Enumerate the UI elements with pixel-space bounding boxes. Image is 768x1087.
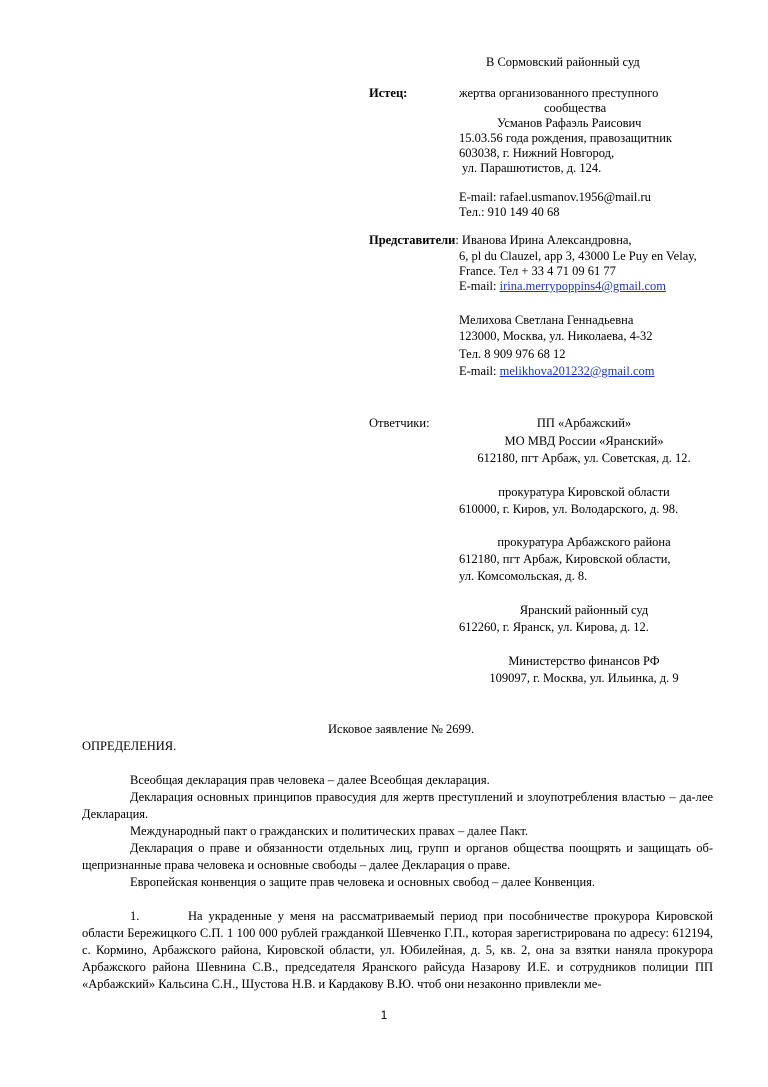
rep2-phone: Тел. 8 909 976 68 12 xyxy=(459,347,566,361)
plaintiff-email: E-mail: rafael.usmanov.1956@mail.ru xyxy=(459,190,651,204)
definition-5: Европейская конвенция о защите прав человека и основных свобод – далее Конвенция. xyxy=(130,875,596,889)
plaintiff-name: Усманов Рафаэль Раисович xyxy=(497,116,642,130)
page-number: 1 xyxy=(380,1008,388,1022)
plaintiff-line2: сообщества xyxy=(544,101,607,115)
plaintiff-street: ул. Парашютистов, д. 124. xyxy=(462,161,602,175)
rep1-email-link[interactable]: irina.merrypoppins4@gmail.com xyxy=(499,279,666,293)
rep1-email-line xyxy=(459,278,666,295)
rep1-phone: France. Тел + 33 4 71 09 61 77 xyxy=(459,264,616,278)
paragraph-1-number: 1. xyxy=(130,909,140,923)
paragraph-1: На украденные у меня на рассматриваемый период при пособничестве прокурора Кировской области Бережицкого С.П. 1 100 000 рублей гражданкой Шевченко Г.П., которая зарегистрирована по адресу: 612194, с. Кормино, Арбажского района, Кировской области, ул. Юбилейная, д. 5, кв. 2, она за взятки наняла прокурора Арбажского района Шевнина С.В., председателя Яранского райсуда Назарову И.Е. и сотрудников полиции ПП «Арбажский» Кальсина С.Н., Шустова Н.В. и Кардакову В.Ю. чтоб они незаконно привлекли ме- xyxy=(82,909,713,991)
definition-3: Международный пакт о гражданских и политических правах – далее Пакт. xyxy=(130,824,528,838)
definition-2: Декларация основных принципов правосудия для жертв преступлений и злоупотребления властью – да-лее Декларация. xyxy=(82,790,713,821)
definitions-heading: ОПРЕДЕЛЕНИЯ. xyxy=(82,739,177,753)
defendant3-line3: ул. Комсомольская, д. 8. xyxy=(459,569,588,583)
definition-1: Всеобщая декларация прав человека – далее Всеобщая декларация. xyxy=(130,773,490,787)
definition-4: Декларация о праве и обязанности отдельных лиц, групп и органов общества поощрять и защищать об-щепризнанные права человека и основные свободы – далее Декларация о праве. xyxy=(82,841,713,872)
plaintiff-city: 603038, г. Нижний Новгород, xyxy=(459,146,615,160)
defendant4-line2: 612260, г. Яранск, ул. Кирова, д. 12. xyxy=(459,620,649,634)
defendant1-line1: ПП «Арбажский» xyxy=(536,416,632,430)
plaintiff-label: Истец: xyxy=(369,86,408,100)
rep2-email-line xyxy=(459,363,655,380)
defendants-label: Ответчики: xyxy=(369,416,430,430)
defendant4-line1: Яранский районный суд xyxy=(519,603,649,617)
defendant1-line3: 612180, пгт Арбаж, ул. Советская, д. 12. xyxy=(477,451,691,465)
plaintiff-birth: 15.03.56 года рождения, правозащитник xyxy=(459,131,672,145)
defendant3-line1: прокуратура Арбажского района xyxy=(497,535,671,549)
plaintiff-phone: Тел.: 910 149 40 68 xyxy=(459,205,560,219)
rep1-address: 6, pl du Clauzel, app 3, 43000 Le Puy en Velay, xyxy=(459,249,697,263)
defendant3-line2: 612180, пгт Арбаж, Кировской области, xyxy=(459,552,671,566)
rep1-email-label: E-mail: xyxy=(459,279,500,293)
defendant5-line2: 109097, г. Москва, ул. Ильинка, д. 9 xyxy=(489,671,679,685)
defendant5-line1: Министерство финансов РФ xyxy=(508,654,660,668)
rep2-email-label: E-mail: xyxy=(459,364,500,378)
rep2-address: 123000, Москва, ул. Николаева, 4-32 xyxy=(459,329,653,343)
court-name: В Сормовский районный суд xyxy=(486,55,640,69)
defendant2-line2: 610000, г. Киров, ул. Володарского, д. 98. xyxy=(459,502,679,516)
rep2-email-link[interactable]: melikhova201232@gmail.com xyxy=(499,364,655,378)
representatives-line xyxy=(369,232,632,249)
rep2-name: Мелихова Светлана Геннадьевна xyxy=(459,313,634,327)
plaintiff-line1: жертва организованного преступного xyxy=(459,86,659,100)
defendant2-line1: прокуратура Кировской области xyxy=(498,485,670,499)
representatives-label: Представители xyxy=(369,233,456,247)
document-title: Исковое заявление № 2699. xyxy=(328,722,475,736)
defendant1-line2: МО МВД России «Яранский» xyxy=(504,434,664,448)
rep1-name: : Иванова Ирина Александровна, xyxy=(455,233,632,247)
